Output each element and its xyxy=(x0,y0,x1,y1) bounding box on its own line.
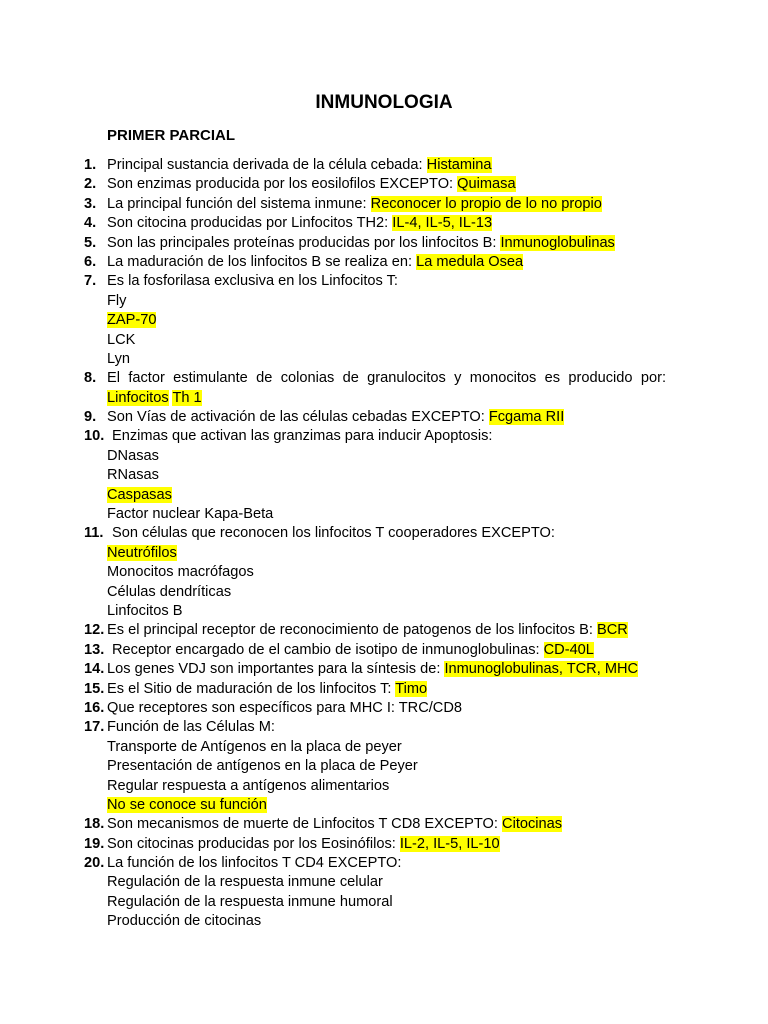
question-item xyxy=(0,234,768,253)
question-number: 2. xyxy=(84,176,97,193)
question-item xyxy=(0,718,768,737)
question-text: Principal sustancia derivada de la célula cebada: xyxy=(107,157,423,173)
question-text: Receptor encargado de el cambio de isotipo de inmunoglobulinas: xyxy=(112,641,540,658)
question-number: 4. xyxy=(84,215,97,232)
highlighted-answer: CD-40L xyxy=(543,641,594,658)
question-number: 14. xyxy=(84,661,105,678)
answer-option xyxy=(0,331,768,350)
answer-option xyxy=(0,505,768,524)
question-item xyxy=(0,253,768,272)
question-item xyxy=(0,195,768,214)
question-text: La principal función del sistema inmune: xyxy=(107,195,367,212)
question-text: Función de las Células M: xyxy=(107,719,275,736)
highlighted-answer: Inmunoglobulinas, TCR, MHC xyxy=(444,661,639,678)
question-item xyxy=(0,699,768,718)
question-number: 6. xyxy=(84,253,97,270)
question-item xyxy=(0,621,768,640)
option-text: Factor nuclear Kapa-Beta xyxy=(107,506,274,523)
question-item xyxy=(0,272,768,291)
question-item xyxy=(0,524,768,543)
question-number: 16. xyxy=(84,699,105,716)
option-text: DNasas xyxy=(107,447,159,464)
option-text: Regulación de la respuesta inmune celular xyxy=(107,874,383,891)
answer-option xyxy=(0,873,768,892)
question-item xyxy=(0,214,768,233)
option-text-highlighted: ZAP-70 xyxy=(107,312,157,329)
answer-option xyxy=(0,912,768,931)
question-number: 9. xyxy=(84,409,97,426)
question-text: Son enzimas producida por los eosilofilos EXCEPTO: xyxy=(107,176,454,193)
highlighted-answer: Timo xyxy=(395,680,428,697)
highlighted-answer: Th 1 xyxy=(172,389,202,406)
question-number: 20. xyxy=(84,855,105,872)
option-text: Monocitos macrófagos xyxy=(107,564,254,581)
answer-option xyxy=(0,311,768,330)
question-text: Enzimas que activan las granzimas para inducir Apoptosis: xyxy=(112,428,493,445)
document-title: INMUNOLOGIA xyxy=(315,92,453,113)
highlighted-answer: La medula Osea xyxy=(416,253,524,270)
question-item xyxy=(0,835,768,854)
answer-option xyxy=(0,796,768,815)
question-item xyxy=(0,156,768,175)
option-text: Células dendríticas xyxy=(107,583,232,600)
option-text: Regular respuesta a antígenos alimentarios xyxy=(107,777,390,794)
question-text: El factor estimulante de colonias de granulocitos y monocitos es producido por: xyxy=(107,370,666,387)
option-text: LCK xyxy=(107,331,136,348)
highlighted-answer: Linfocitos xyxy=(107,389,169,406)
highlighted-answer: Histamina xyxy=(426,157,492,173)
option-text: Regulación de la respuesta inmune humoral xyxy=(107,893,393,910)
question-text: Son citocinas producidas por los Eosinófilos: xyxy=(107,835,396,852)
answer-option xyxy=(0,563,768,582)
answer-option xyxy=(0,757,768,776)
option-text: Producción de citocinas xyxy=(107,913,262,930)
question-text: Es el principal receptor de reconocimiento de patogenos de los linfocitos B: xyxy=(107,622,593,639)
question-number: 7. xyxy=(84,273,97,290)
answer-option xyxy=(0,777,768,796)
question-item xyxy=(0,408,768,427)
answer-option xyxy=(0,893,768,912)
question-list xyxy=(0,156,768,932)
question-text: Los genes VDJ son importantes para la síntesis de: xyxy=(107,661,441,678)
question-number: 1. xyxy=(84,157,97,173)
highlighted-answer: Quimasa xyxy=(457,176,516,193)
question-item xyxy=(0,680,768,699)
answer-option xyxy=(0,447,768,466)
question-number: 11. xyxy=(84,525,104,542)
question-item xyxy=(0,641,768,660)
highlighted-answer: Citocinas xyxy=(502,816,563,833)
question-item xyxy=(0,369,768,388)
question-item xyxy=(0,660,768,679)
highlighted-answer: Inmunoglobulinas xyxy=(500,234,615,251)
option-text-highlighted: No se conoce su función xyxy=(107,796,267,813)
question-text: Son mecanismos de muerte de Linfocitos T CD8 EXCEPTO: xyxy=(107,816,498,833)
answer-option xyxy=(0,350,768,369)
question-text: Son células que reconocen los linfocitos T cooperadores EXCEPTO: xyxy=(112,525,555,542)
option-text-highlighted: Neutrófilos xyxy=(107,544,177,561)
option-text: Presentación de antígenos en la placa de Peyer xyxy=(107,758,418,775)
question-text: Son Vías de activación de las células cebadas EXCEPTO: xyxy=(107,409,485,426)
highlighted-answer: Fcgama RII xyxy=(488,409,565,426)
option-text: Transporte de Antígenos en la placa de peyer xyxy=(107,738,402,755)
question-item xyxy=(0,854,768,873)
option-text: RNasas xyxy=(107,467,159,484)
question-text: Son las principales proteínas producidas por los linfocitos B: xyxy=(107,234,497,251)
question-number: 5. xyxy=(84,234,97,251)
option-text: Linfocitos B xyxy=(107,602,183,619)
answer-option xyxy=(0,738,768,757)
question-number: 10. xyxy=(84,428,105,445)
option-text-highlighted: Caspasas xyxy=(107,486,172,503)
option-text: Lyn xyxy=(107,350,130,367)
question-text: La función de los linfocitos T CD4 EXCEPTO: xyxy=(107,855,402,872)
answer-option xyxy=(0,292,768,311)
question-number: 19. xyxy=(84,835,105,852)
question-number: 18. xyxy=(84,816,105,833)
highlighted-answer: IL-2, IL-5, IL-10 xyxy=(399,835,500,852)
highlighted-answer: Reconocer lo propio de lo no propio xyxy=(370,195,602,212)
answer-continuation xyxy=(0,389,768,408)
question-number: 17. xyxy=(84,719,105,736)
section-subtitle: PRIMER PARCIAL xyxy=(107,127,236,144)
question-number: 15. xyxy=(84,680,105,697)
question-item xyxy=(0,175,768,194)
question-text: Son citocina producidas por Linfocitos TH2: xyxy=(107,215,389,232)
question-item xyxy=(0,427,768,446)
answer-option xyxy=(0,544,768,563)
question-number: 12. xyxy=(84,622,105,639)
question-text: Que receptores son específicos para MHC I: TRC/CD8 xyxy=(107,699,462,716)
question-number: 8. xyxy=(84,370,97,387)
question-item xyxy=(0,815,768,834)
answer-option xyxy=(0,583,768,602)
question-text: Es el Sitio de maduración de los linfocitos T: xyxy=(107,680,392,697)
answer-option xyxy=(0,602,768,621)
answer-option xyxy=(0,466,768,485)
question-text: Es la fosforilasa exclusiva en los Linfocitos T: xyxy=(107,273,398,290)
question-number: 3. xyxy=(84,195,97,212)
highlighted-answer: BCR xyxy=(597,622,628,639)
question-text: La maduración de los linfocitos B se realiza en: xyxy=(107,253,413,270)
option-text: Fly xyxy=(107,292,127,309)
highlighted-answer: IL-4, IL-5, IL-13 xyxy=(392,215,493,232)
answer-option xyxy=(0,486,768,505)
question-number: 13. xyxy=(84,641,105,658)
